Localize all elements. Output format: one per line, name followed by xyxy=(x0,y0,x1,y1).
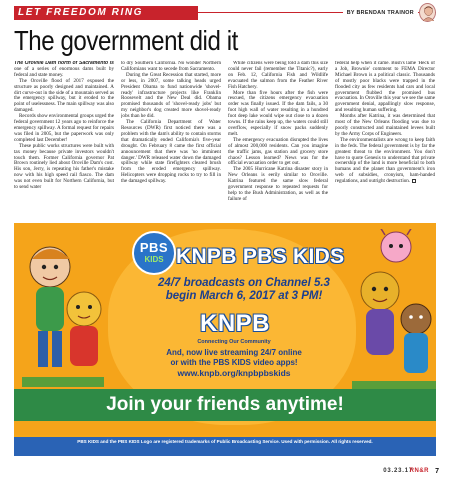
pbs-kids-advertisement[interactable] xyxy=(14,223,436,456)
pbs-kids-logo xyxy=(132,231,176,275)
article-paragraph: federal help when it came. Bush's lame 'Heck of a Job, Brownie' comment to FEMA Director Michael Brown is a political classic. Thousands of mostly poor blacks were trapped in the flooded city as few residents had cars and local government flubbed the promised bus evacuation. In Oroville this year we see the same government denial, appallingly slow response, and resulting human suffering. xyxy=(335,61,435,114)
cartoon-characters-left-icon xyxy=(18,237,108,387)
headline: The government did it xyxy=(14,25,238,56)
article-column-1 xyxy=(14,61,114,221)
ad-streaming-text: And, now live streaming 24/7 online or with the PBS KIDS video apps! xyxy=(166,348,302,367)
article-paragraph: The California Department of Water Resources (DWR) first noticed there was a problem with the dam's ability to contain storms that dramatically ended California's five-year drought. On February 8 came the first official announcement that there was 'no imminent danger.' DWR released water down the damaged spillway while state firefighters cleared brush from the eroded emergency spillway. Helicopters were dropping rocks to try to fill in the damaged spillway. xyxy=(121,119,221,185)
knpb-tagline: Connecting Our Community xyxy=(197,339,271,345)
ad-call-to-action: Join your friends anytime! xyxy=(14,389,436,421)
knpb-logo: KNPB xyxy=(199,310,270,337)
article-column-3 xyxy=(228,61,328,221)
section-title: LET FREEDOM RING xyxy=(14,6,198,20)
article-paragraph: More than five hours after the fish were rescued, the citizens emergency evacuation order was finally issued. If the dam fails, a 30 foot high wall of water resulting in a hundred foot deep lake would wipe out close to a dozen towns. If the rains keep up, the waters could still overflow, especially if snow packs suddenly melt. xyxy=(228,89,328,137)
kids-logo-text: KIDS xyxy=(144,255,164,264)
ad-date-line: begin March 6, 2017 at 3 PM! xyxy=(165,290,323,302)
issue-date: 03.23.17 xyxy=(383,468,413,474)
article-paragraph: Months after Katrina, it was determined that most of the New Orleans flooding was due to poorly constructed and maintained levees built by the Army Corps of Engineers. xyxy=(335,113,435,137)
page-number: 7 xyxy=(435,468,439,475)
ad-bottom-band xyxy=(14,446,436,456)
article-paragraph: While citizens were being told a dam this size could never fail (remember the Titanic?), early on Feb. 12, California Fish and Wildlife evacuated the salmon from the Feather River Fish Hatchery. xyxy=(228,61,328,90)
publication-name: RN&R xyxy=(409,468,429,474)
article-deck: The Oroville Dam north of Sacramento is xyxy=(14,61,114,66)
section-header xyxy=(14,6,436,22)
ad-broadcast-line: 24/7 broadcasts on Channel 5.3 xyxy=(158,277,330,289)
article-paragraph: Records show environmental groups urged the federal government 12 years ago to reinforce the emergency spillway. A formal request for repairs was filed in 2005, but the paperwork was only completed last December! xyxy=(14,113,114,143)
article-paragraph: During the Great Recession that started, more or less, in 2007, some talking heads urged President Obama to fund nationwide 'shovel-ready' infrastructure projects like Franklin Roosevelt and the New Deal did. Obama promised thousands of 'shovel-ready jobs' but my neighbor's dog created more shovel-ready jobs than he did. xyxy=(121,71,221,120)
byline: BY BRENDAN TRAINOR xyxy=(343,6,418,20)
article-paragraph: The Oroville flood of 2017 exposed the structure as poorly designed and maintained. A dirt curve-out in the side of a mountain served as the emergency spillway, but it eroded to the point of uselessness. The main spillway was also damaged. xyxy=(14,77,114,114)
author-portrait-icon xyxy=(420,4,437,23)
article-paragraph: The Oroville Dam north of Sacramento is one of a series of enormous dams built by federal and state money. xyxy=(14,61,114,78)
article-paragraph: The environmentalists are wrong to keep faith in the feds. The federal government is by far the greatest threat to the environment. You don't have to quote Genesis to understand that private ownership of the land is more beneficial to both humans and the planet than government's iron web of subsidies, cronyism, ham-handed regulations, and outright destruction. xyxy=(335,136,435,185)
end-mark-icon xyxy=(412,179,416,183)
cartoon-characters-right-icon xyxy=(352,229,436,391)
article-body xyxy=(14,61,436,221)
article-paragraph: to dry Southern California. No wonder Northern Californians want to secede from Sacramento. xyxy=(121,61,221,72)
article-paragraph: These public works structures were built with tax money because private investors wouldn't touch them. Former California governor Pat Brown routinely lied about Oroville Dam's cost. His son, Jerry, is repeating his father's mistake now with his high speed rail fiasco. The dam was not even built for Northern California, but to send water xyxy=(14,142,114,191)
pbs-logo-text: PBS xyxy=(139,240,169,255)
ad-url-link[interactable]: www.knpb.org/knpbpbskids xyxy=(177,368,291,378)
article-paragraph: The emergency evacuation disrupted the lives of almost 200,000 residents. Can you imagine the traffic jams, gas station and grocery store chaos? Lesson learned? News was for the official evacuation order to get out. xyxy=(228,136,328,167)
author-avatar xyxy=(419,3,436,22)
article-paragraph: The 2005 Hurricane Katrina disaster story in New Orleans is eerily similar to Oroville. Katrina featured the same slow federal government response to repeated requests for help to the Bush Administration, as well as the failure of xyxy=(228,166,328,202)
ad-disclaimer: PBS KIDS and the PBS KIDS Logo are registered trademarks of Public Broadcasting Service. Used with permission. All rights reserved. xyxy=(14,437,436,446)
ad-title: KNPB PBS KIDS xyxy=(176,245,345,268)
article-column-2 xyxy=(121,61,221,221)
article-column-4 xyxy=(335,61,435,221)
